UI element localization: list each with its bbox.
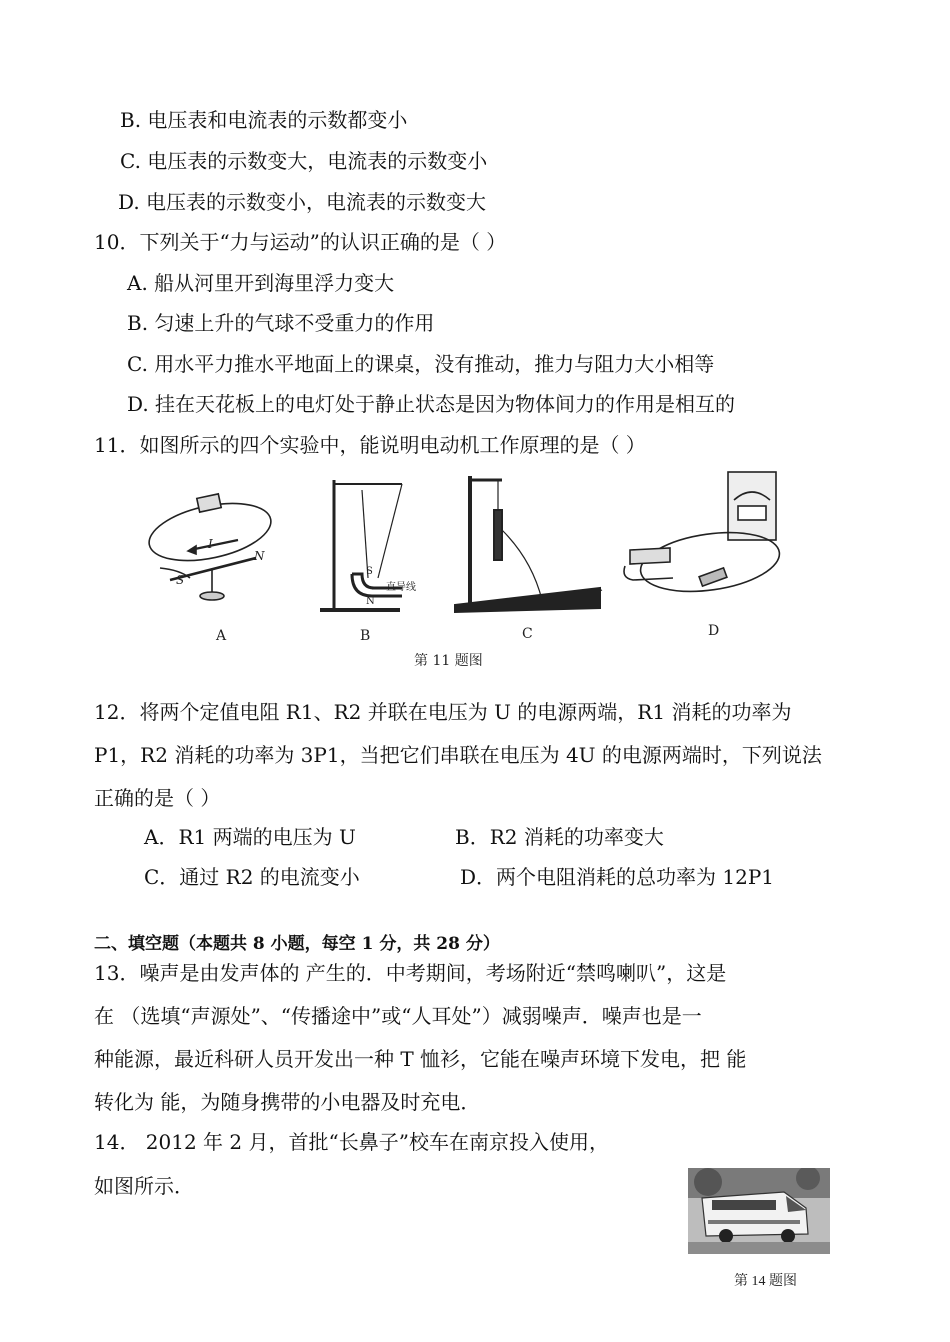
q12-stem-line-2: P1，R2 消耗的功率为 3P1，当把它们串联在电压为 4U 的电源两端时，下列说法	[94, 743, 822, 767]
school-bus-photo	[688, 1168, 830, 1254]
figure-label-c: C	[522, 626, 533, 642]
q12-option-d: D．两个电阻消耗的总功率为 12P1	[460, 865, 775, 889]
q13-line-3: 种能源，最近科研人员开发出一种 T 恤衫，它能在噪声环境下发电，把 能	[94, 1047, 747, 1071]
figure-a-north-label: N	[254, 549, 265, 563]
q11-stem: 11．如图所示的四个实验中，能说明电动机工作原理的是（ ）	[94, 433, 646, 457]
figure-b-wire-tag: 直导线	[386, 582, 416, 593]
q10-option-d: D. 挂在天花板上的电灯处于静止状态是因为物体间力的作用是相互的	[127, 392, 736, 416]
q9-option-c: C. 电压表的示数变大，电流表的示数变小	[120, 149, 488, 173]
q10-option-a: A. 船从河里开到海里浮力变大	[127, 271, 395, 295]
q10-stem: 10．下列关于“力与运动”的认识正确的是（ ）	[94, 230, 507, 254]
figure-b-north-label: N	[366, 596, 375, 607]
q12-stem-line-3: 正确的是（ ）	[94, 786, 221, 810]
figure-b-south-label: S	[366, 566, 373, 577]
q12-option-b: B．R2 消耗的功率变大	[455, 825, 664, 849]
q13-line-2: 在 （选填“声源处”、“传播途中”或“人耳处”）减弱噪声．噪声也是一	[94, 1004, 702, 1028]
q13-line-4: 转化为 能，为随身携带的小电器及时充电．	[94, 1090, 481, 1114]
q9-option-d: D. 电压表的示数变小，电流表的示数变大	[118, 190, 487, 214]
figure-d-galvanometer	[624, 472, 783, 599]
figure-c-stand	[455, 476, 602, 612]
q12-option-a: A．R1 两端的电压为 U	[144, 825, 356, 849]
q12-stem-line-1: 12．将两个定值电阻 R1、R2 并联在电压为 U 的电源两端，R1 消耗的功率为	[94, 700, 792, 724]
q12-option-c: C．通过 R2 的电流变小	[144, 865, 360, 889]
figure-label-d: D	[708, 623, 720, 639]
q9-option-b: B. 电压表和电流表的示数都变小	[120, 108, 408, 132]
q10-option-b: B. 匀速上升的气球不受重力的作用	[127, 311, 435, 335]
q14-line-2: 如图所示．	[94, 1174, 194, 1198]
section-heading: 二、填空题（本题共 8 小题，每空 1 分，共 28 分）	[94, 934, 500, 954]
q14-figure-caption: 第 14 题图	[734, 1274, 797, 1289]
figure-a-south-label: S	[176, 573, 185, 587]
figure-caption: 第 11 题图	[414, 653, 483, 669]
figure-label-b: B	[360, 628, 371, 644]
figure-a-current-label: I	[208, 537, 213, 551]
q14-line-1: 14． 2012 年 2 月，首批“长鼻子”校车在南京投入使用，	[94, 1130, 609, 1154]
q11-figure	[130, 470, 800, 675]
q10-option-c: C. 用水平力推水平地面上的课桌，没有推动，推力与阻力大小相等	[127, 352, 715, 376]
figure-label-a: A	[216, 628, 227, 644]
q13-line-1: 13．噪声是由发声体的 产生的．中考期间，考场附近“禁鸣喇叭”，这是	[94, 961, 727, 985]
